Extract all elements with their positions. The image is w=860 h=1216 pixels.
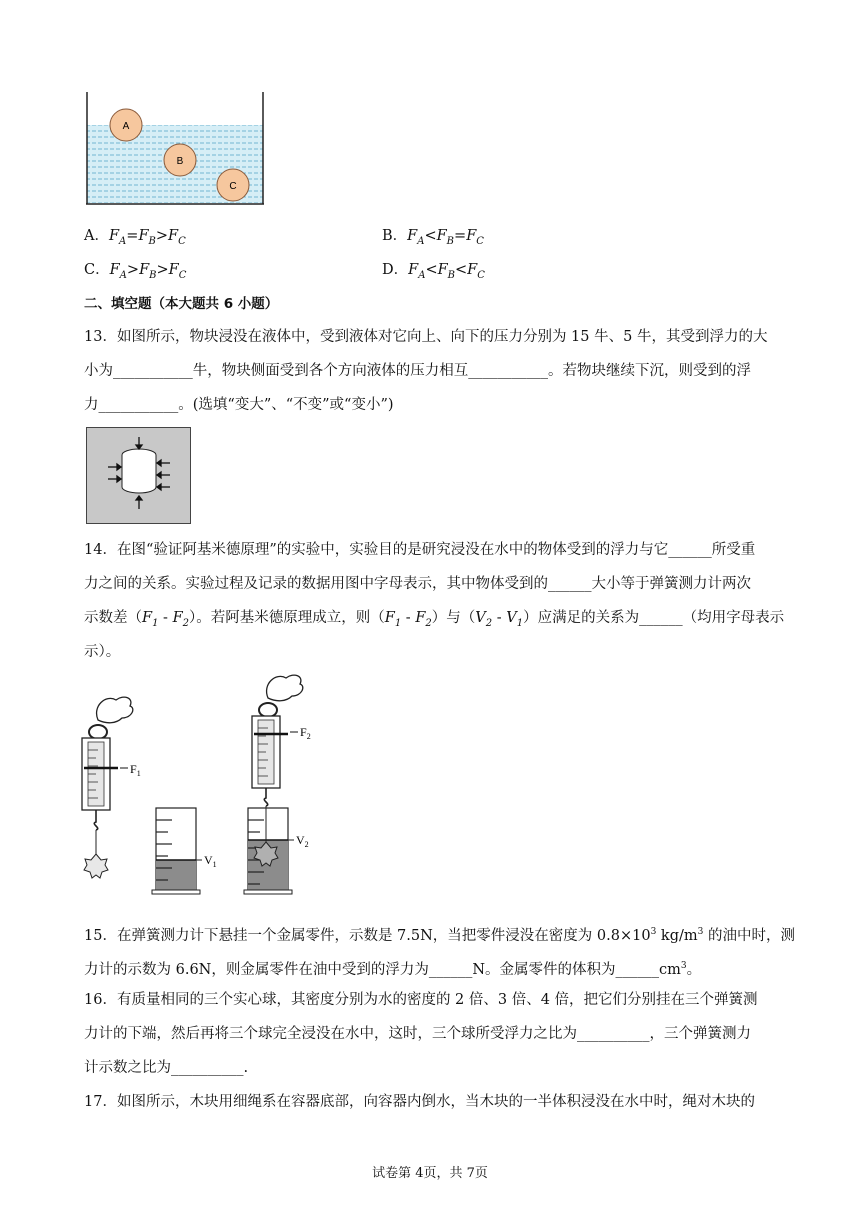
option-b[interactable]: B．$F_A<F_B=F_C$ (382, 228, 484, 247)
q16-line3: 计示数之比为__________. (84, 1060, 249, 1076)
q14-line1: 14．在图“验证阿基米德原理”的实验中，实验目的是研究浸没在水中的物体受到的浮力与它______所受重 (84, 542, 756, 558)
option-a[interactable]: A．$F_A=F_B>F_C$ (84, 228, 186, 247)
archimedes-experiment-figure (76, 672, 336, 898)
svg-text:A: A (122, 121, 130, 132)
svg-text:F2: $F_2$ (300, 725, 311, 741)
page-footer: 试卷第 4页，共 7页 (372, 1166, 488, 1181)
ball-c (217, 169, 249, 201)
q17-line1: 17．如图所示，木块用细绳系在容器底部，向容器内倒水，当木块的一半体积浸没在水中时，绳对木块的 (84, 1094, 755, 1110)
cube-pressure-figure (86, 427, 192, 525)
svg-text:V1: $V_1$ (204, 853, 217, 869)
svg-text:C: C (229, 181, 237, 192)
q14-line4: 示）。 (84, 644, 121, 660)
ball-a (110, 109, 142, 141)
q16-line1: 16．有质量相同的三个实心球，其密度分别为水的密度的 2 倍、3 倍、4 倍，把它们分别挂在三个弹簧测 (84, 992, 758, 1008)
q14-line3: 示数差$(F_1 - F_2)$。若阿基米德原理成立，则$(F_1 - F_2)$与$(V_2 - V_1)$应满足的关系为______（均用字母表示 (84, 610, 785, 629)
svg-text:V2: $V_2$ (296, 833, 309, 849)
section-title: 二、填空题（本大题共 6 小题） (84, 296, 279, 312)
q15-line1: 15．在弹簧测力计下悬挂一个金属零件，示数是 7.5N，当把零件浸没在密度为 $0.8\times 10^3$ $kg/m^3$ 的油中时，测 (84, 927, 795, 944)
q14-line2: 力之间的关系。实验过程及记录的数据用图中字母表示，其中物体受到的______大小等于弹簧测力计两次 (84, 576, 751, 592)
q13-line2: 小为___________牛，物块侧面受到各个方向液体的压力相互___________。若物块继续下沉，则受到的浮 (84, 363, 751, 379)
q16-line2: 力计的下端，然后再将三个球完全浸没在水中，这时，三个球所受浮力之比为__________，三个弹簧测力 (84, 1026, 751, 1042)
q13-line3: 力___________。(选填“变大”、“不变”或“变小”) (84, 397, 394, 413)
q13-line1: 13．如图所示，物块浸没在液体中，受到液体对它向上、向下的压力分别为 15 牛、5 牛，其受到浮力的大 (84, 329, 768, 345)
ball-b (164, 144, 196, 176)
svg-text:F1: $F_1$ (130, 762, 141, 778)
option-d[interactable]: D．$F_A<F_B<F_C$ (382, 262, 485, 281)
container-balls-figure (80, 92, 270, 208)
svg-text:B: B (176, 156, 184, 167)
q15-line2: 力计的示数为 6.6N，则金属零件在油中受到的浮力为______N。金属零件的体积为$\_\_\_\_\_\_cm^3$。 (84, 961, 702, 978)
option-c[interactable]: C．$F_A>F_B>F_C$ (84, 262, 187, 281)
